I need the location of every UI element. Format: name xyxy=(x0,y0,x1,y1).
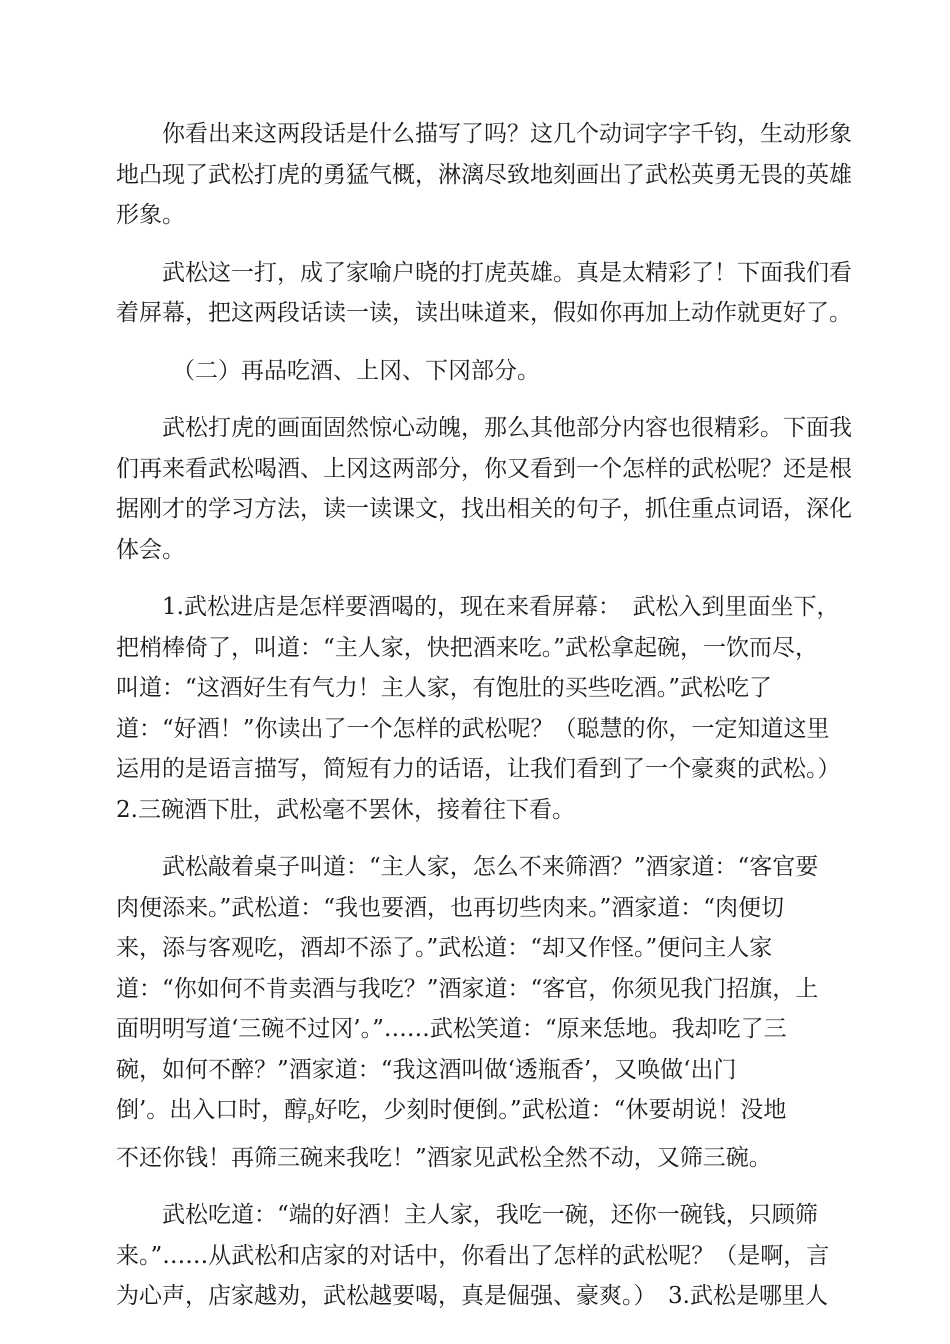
text-line: 把梢棒倚了，叫道：“主人家，快把酒来吃。”武松拿起碗，一饮而尽， xyxy=(116,634,819,661)
document-page xyxy=(116,114,852,1317)
text-line: 体会。 xyxy=(116,536,185,563)
paragraph-conclusion-drinking xyxy=(116,1195,832,1317)
text-line: 不还你钱！再筛三碗来我吃！”酒家见武松全然不动，又筛三碗。 xyxy=(116,1144,772,1171)
text-line: 着屏幕，把这两段话读一读，读出味道来，假如你再加上动作就更好了。 xyxy=(116,300,852,326)
text-line: 来。”……从武松和店家的对话中，你看出了怎样的武松呢？（是啊，言 xyxy=(116,1242,830,1269)
section-heading: （二）再品吃酒、上冈、下冈部分。 xyxy=(172,357,540,384)
text-line: 肉便添来。”武松道：“我也要酒，也再切些肉来。”酒家道：“肉便切 xyxy=(116,894,785,921)
paragraph-description-analysis xyxy=(116,114,852,236)
text-segment: 好吃，少刻时便倒。”武松道：“休要胡说！没地 xyxy=(314,1097,787,1123)
text-line: 来，添与客观吃，酒却不添了。”武松道：“却又作怪。”便问主人家 xyxy=(116,935,773,961)
text-line: 运用的是语言描写，简短有力的话语，让我们看到了一个豪爽的武松。） xyxy=(116,756,841,782)
text-line: 武松吃道：“端的好酒！主人家，我吃一碗，还你一碗钱，只顾筛 xyxy=(162,1202,818,1228)
text-line: 形象。 xyxy=(116,202,185,228)
text-line: 叫道：“这酒好生有气力！主人家，有饱肚的买些吃酒。”武松吃了 xyxy=(116,675,773,701)
text-line: 武松这一打，成了家喻户晓的打虎英雄。真是太精彩了！下面我们看 xyxy=(162,259,852,286)
text-line: 为心声，店家越劝，武松越要喝，真是倔强、豪爽。） 3.武松是哪里人 xyxy=(116,1283,828,1309)
text-line: 武松敲着桌子叫道：“主人家，怎么不来筛酒？”酒家道：“客官要 xyxy=(162,854,819,880)
text-line: 道：“好酒！”你读出了一个怎样的武松呢？（聪慧的你，一定知道这里 xyxy=(116,715,830,742)
text-line: 2.三碗酒下肚，武松毫不罢休，接着往下看。 xyxy=(116,796,575,823)
text-line-with-subscript xyxy=(116,1090,832,1138)
text-segment: 倒’。出入口时，醇 xyxy=(116,1097,308,1123)
paragraph-dialogue-tavern xyxy=(116,847,832,1178)
text-line: 你看出来这两段话是什么描写了吗？这几个动词字字千钧，生动形象 xyxy=(162,121,852,147)
text-line: 1.武松进店是怎样要酒喝的，现在来看屏幕： 武松入到里面坐下， xyxy=(162,594,840,620)
paragraph-intro-drinking xyxy=(116,408,852,570)
text-line: 据刚才的学习方法，读一读课文，找出相关的句子，抓住重点词语，深化 xyxy=(116,496,852,522)
text-line: 道：“你如何不肯卖酒与我吃？”酒家道：“客官，你须见我门招旗，上 xyxy=(116,975,819,1002)
text-line: 们再来看武松喝酒、上冈这两部分，你又看到一个怎样的武松呢？还是根 xyxy=(116,455,852,482)
paragraph-hero-reading xyxy=(116,253,852,334)
text-line: 面明明写道‘三碗不过冈’。”……武松笑道：“原来恁地。我却吃了三 xyxy=(116,1016,787,1042)
text-line: 碗，如何不醉？”酒家道：“我这酒叫做‘透瓶香’，又唤做‘出门 xyxy=(116,1056,737,1083)
paragraph-ordering-wine xyxy=(116,587,841,830)
text-line: 武松打虎的画面固然惊心动魄，那么其他部分内容也很精彩。下面我 xyxy=(162,415,852,441)
text-line: 地凸现了武松打虎的勇猛气概，淋漓尽致地刻画出了武松英勇无畏的英雄 xyxy=(116,161,852,188)
subscript-mark: p xyxy=(307,1110,315,1123)
